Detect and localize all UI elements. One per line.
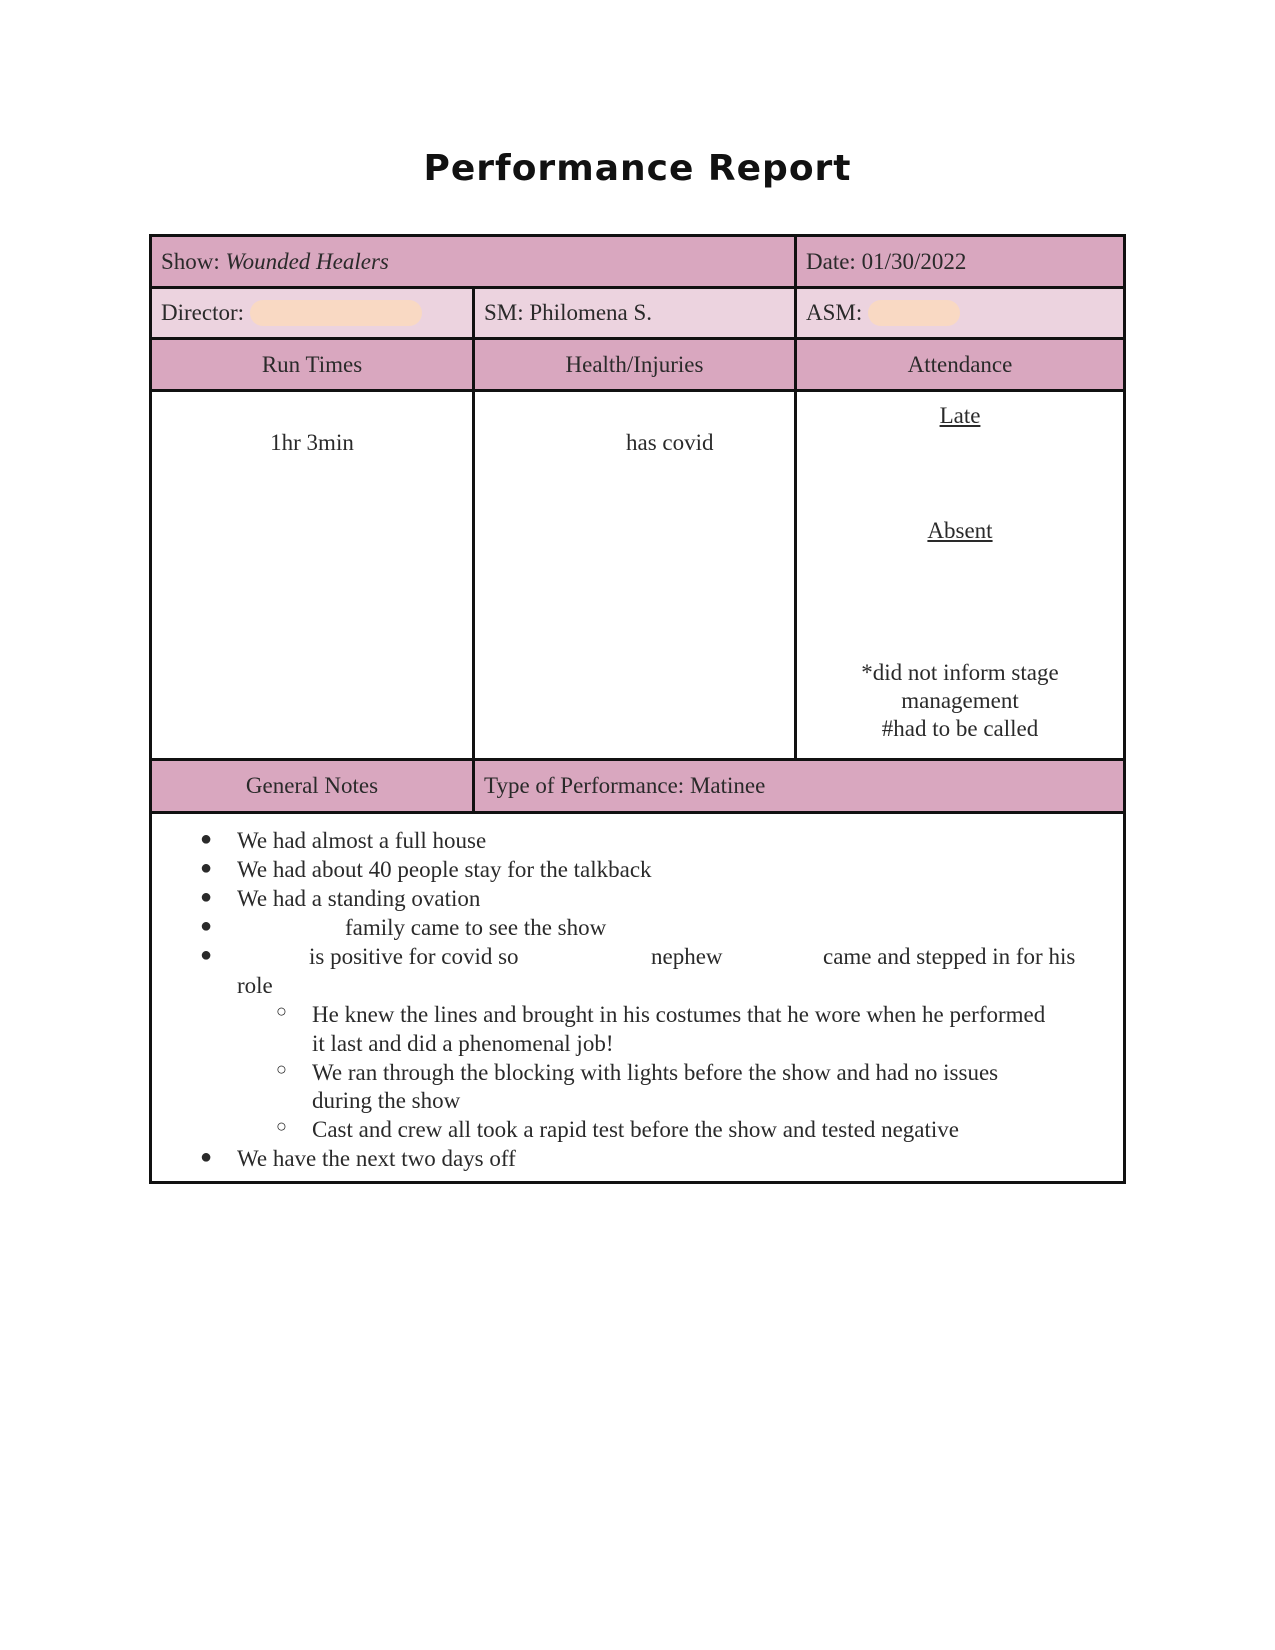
asm-label: ASM: — [806, 300, 863, 325]
absent-label: Absent — [927, 518, 993, 543]
attendance-header: Attendance — [907, 351, 1013, 377]
bullet-icon: ● — [200, 886, 213, 908]
performance-type-label: Type of Performance: — [484, 773, 685, 798]
health-value: has covid — [626, 430, 714, 455]
director-cell — [152, 289, 475, 337]
report-table — [149, 234, 1126, 1184]
performance-type-cell — [475, 761, 1123, 811]
note-5-part-2: nephew — [651, 944, 723, 969]
date-label: Date: — [806, 248, 856, 274]
circle-bullet-icon: ○ — [276, 1059, 287, 1079]
general-notes-list — [152, 814, 1123, 1181]
attendance-note-line-3: #had to be called — [881, 716, 1039, 741]
director-label: Director: — [161, 300, 245, 325]
attendance-note-line-1: *did not inform stage — [861, 660, 1059, 685]
section-header-row — [152, 340, 1123, 392]
bullet-icon: ● — [200, 857, 213, 879]
note-5-part-1: is positive for covid so — [309, 944, 519, 969]
circle-bullet-icon: ○ — [276, 1116, 287, 1136]
sm-name: Philomena S. — [529, 300, 653, 325]
show-name: Wounded Healers — [225, 248, 389, 274]
note-5-part-4: role — [237, 973, 273, 998]
subnote-1-line-1: He knew the lines and brought in his costumes that he wore when he performed — [312, 1002, 1046, 1027]
show-row — [152, 237, 1123, 289]
staff-row — [152, 289, 1123, 340]
subnote-2-line-2: during the show — [312, 1088, 461, 1113]
note-2: We had about 40 people stay for the talkback — [237, 857, 652, 882]
performance-type-value: Matinee — [689, 773, 766, 798]
page-title: Performance Report — [423, 148, 852, 189]
general-notes-header: General Notes — [152, 761, 475, 811]
bullet-icon: ● — [200, 1146, 213, 1168]
attendance-cell — [797, 392, 1123, 758]
bullet-icon: ● — [200, 915, 213, 937]
attendance-note — [797, 659, 1123, 743]
run-times-cell — [152, 392, 475, 758]
sm-label: SM: — [484, 300, 524, 325]
redacted-asm-name — [868, 300, 960, 326]
date-cell — [797, 237, 1123, 286]
note-1: We had almost a full house — [237, 828, 487, 853]
date-value: 01/30/2022 — [861, 248, 967, 274]
notes-header-row — [152, 761, 1123, 814]
late-label: Late — [939, 403, 981, 428]
subnote-3: Cast and crew all took a rapid test before the show and tested negative — [312, 1117, 959, 1142]
note-6: We have the next two days off — [237, 1146, 516, 1171]
note-4: family came to see the show — [345, 915, 607, 940]
asm-cell — [797, 289, 1123, 337]
show-label: Show: — [161, 248, 220, 274]
attendance-note-line-2: management — [901, 688, 1019, 713]
circle-bullet-icon: ○ — [276, 1001, 287, 1021]
show-cell — [152, 237, 797, 286]
run-times-header: Run Times — [152, 340, 475, 389]
run-time-value: 1hr 3min — [270, 430, 354, 455]
subnote-2-line-1: We ran through the blocking with lights before the show and had no issues — [312, 1060, 999, 1085]
note-3: We had a standing ovation — [237, 886, 481, 911]
health-cell — [475, 392, 797, 758]
bullet-icon: ● — [200, 944, 213, 966]
note-5-part-3: came and stepped in for his — [823, 944, 1076, 969]
content-row — [152, 392, 1123, 761]
bullet-icon: ● — [200, 828, 213, 850]
health-header: Health/Injuries — [475, 340, 797, 389]
subnote-1-line-2: it last and did a phenomenal job! — [312, 1031, 614, 1056]
sm-cell — [475, 289, 797, 337]
redacted-director-name — [250, 300, 422, 326]
